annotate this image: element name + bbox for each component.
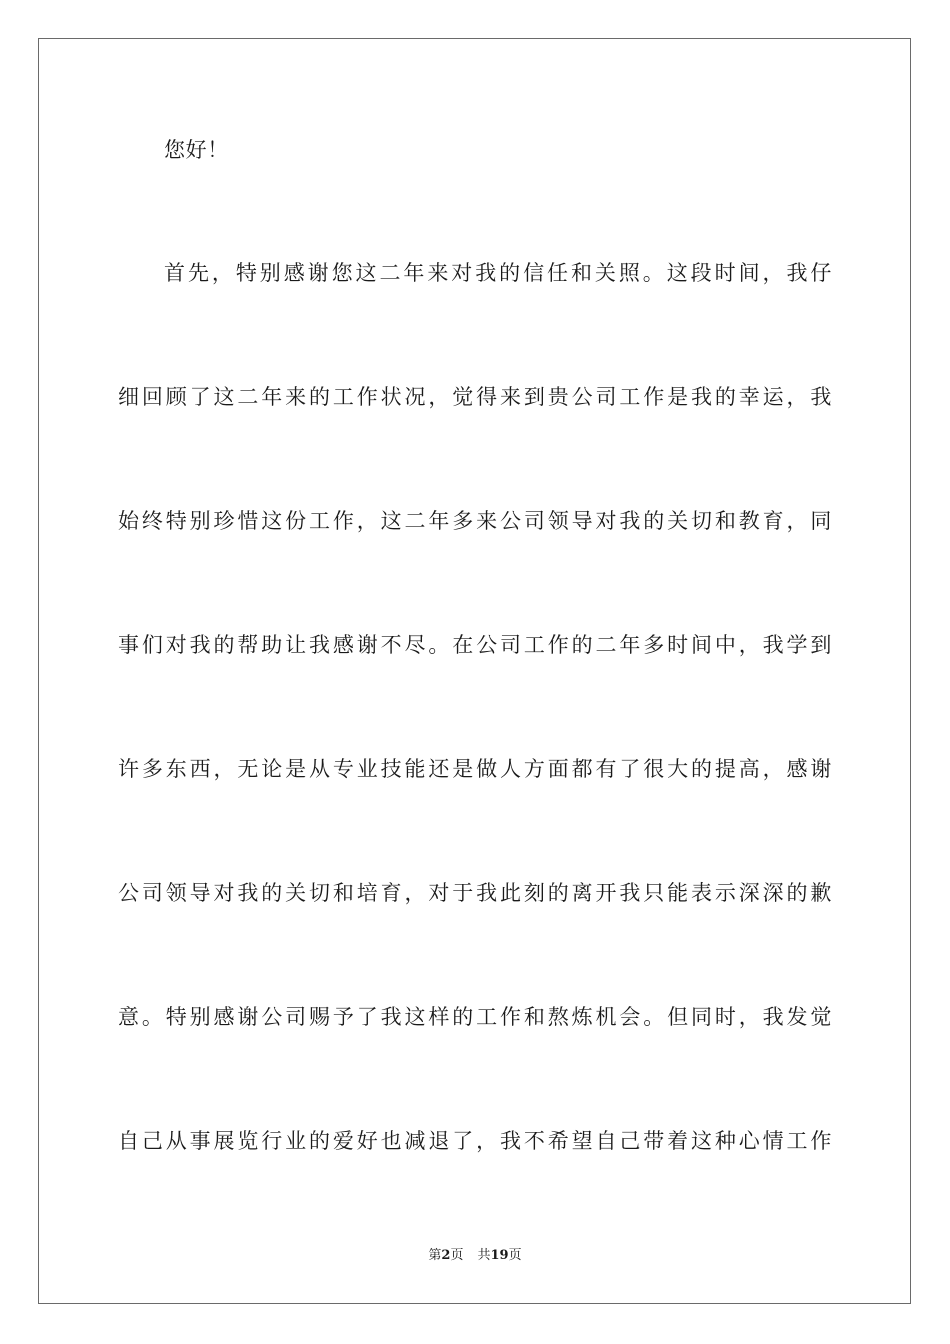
page-suffix: 页 — [450, 1248, 464, 1263]
page-footer — [0, 1247, 950, 1265]
page-number: 2 — [441, 1248, 451, 1263]
body-line-2: 细回顾了这二年来的工作状况，觉得来到贵公司工作是我的幸运，我 — [118, 385, 832, 409]
page-prefix: 第 — [428, 1248, 442, 1263]
greeting-line: 您好！ — [164, 138, 229, 162]
body-line-8: 自己从事展览行业的爱好也减退了，我不希望自己带着这种心情工作 — [118, 1129, 832, 1153]
body-line-6: 公司领导对我的关切和培育，对于我此刻的离开我只能表示深深的歉 — [118, 881, 832, 905]
body-line-4: 事们对我的帮助让我感谢不尽。在公司工作的二年多时间中，我学到 — [118, 633, 832, 657]
total-suffix: 页 — [508, 1248, 522, 1263]
page-border — [38, 38, 911, 1304]
body-line-1: 首先，特别感谢您这二年来对我的信任和关照。这段时间，我仔 — [164, 261, 832, 285]
body-line-3: 始终特别珍惜这份工作，这二年多来公司领导对我的关切和教育，同 — [118, 509, 832, 533]
total-prefix: 共 — [477, 1248, 491, 1263]
body-line-5: 许多东西，无论是从专业技能还是做人方面都有了很大的提高，感谢 — [118, 757, 832, 781]
body-line-7: 意。特别感谢公司赐予了我这样的工作和熬炼机会。但同时，我发觉 — [118, 1005, 832, 1029]
total-pages: 19 — [490, 1248, 509, 1263]
